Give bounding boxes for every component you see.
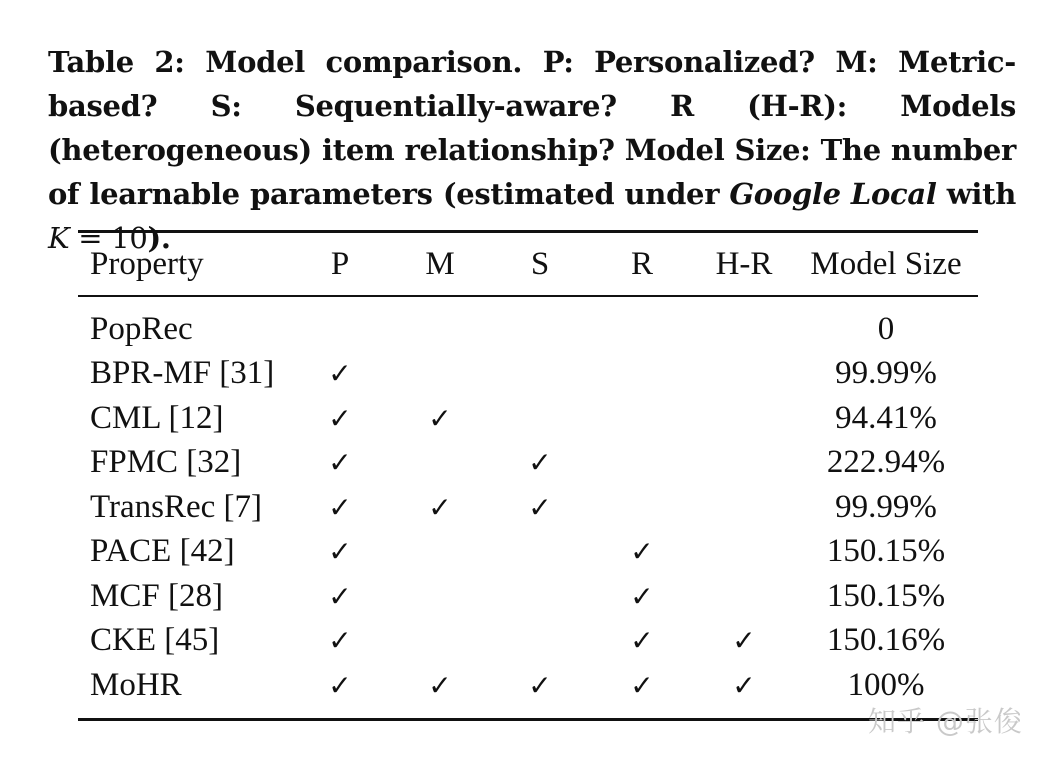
cell-r (590, 441, 694, 486)
header-m: M (425, 245, 455, 282)
cell-p: ✓ (328, 357, 352, 391)
cell-m (390, 574, 490, 619)
table-caption (48, 40, 1016, 260)
cell-m: ✓ (428, 490, 452, 524)
cell-hr: ✓ (732, 624, 756, 658)
cell-r (590, 485, 694, 530)
cell-p: ✓ (328, 579, 352, 613)
model-name: BPR-MF [31] (90, 355, 275, 392)
model-name: MoHR (90, 666, 182, 703)
cell-hr (694, 352, 794, 397)
cell-m (390, 441, 490, 486)
caption-dataset-name: Google Local (729, 177, 937, 211)
model-name: TransRec [7] (90, 488, 263, 525)
cell-s: ✓ (528, 668, 552, 702)
model-name: CML [12] (90, 399, 224, 436)
cell-hr (694, 396, 794, 441)
cell-p: ✓ (328, 401, 352, 435)
header-r: R (630, 245, 653, 282)
cell-r (590, 352, 694, 397)
cell-p (290, 296, 390, 352)
cell-s (490, 296, 590, 352)
cell-r (590, 396, 694, 441)
cell-model-size: 222.94% (826, 444, 946, 481)
header-row (78, 232, 978, 297)
cell-hr: ✓ (732, 668, 756, 702)
cell-model-size: 150.16% (826, 622, 946, 659)
model-name: CKE [45] (90, 622, 220, 659)
caption-text: Table 2: Model comparison. P: Personalized? M: Metric-based? S: Sequentially-aware? R (H-R): Models (heterogeneous) item relationship? Model Size: The number of learnable parameters (estimated under (48, 45, 1016, 211)
table-row (78, 619, 978, 664)
table-row (78, 396, 978, 441)
table-row (78, 530, 978, 575)
cell-p: ✓ (328, 668, 352, 702)
model-name: MCF [28] (90, 577, 223, 614)
cell-r: ✓ (630, 668, 654, 702)
cell-s: ✓ (528, 490, 552, 524)
model-name: FPMC [32] (90, 444, 242, 481)
header-hr: H-R (715, 245, 773, 282)
cell-r: ✓ (630, 535, 654, 569)
cell-hr (694, 530, 794, 575)
cell-s (490, 619, 590, 664)
cell-hr (694, 296, 794, 352)
cell-m (390, 296, 490, 352)
cell-r: ✓ (630, 624, 654, 658)
table-header (78, 232, 978, 297)
cell-p: ✓ (328, 535, 352, 569)
cell-model-size: 94.41% (835, 399, 937, 436)
cell-p: ✓ (328, 624, 352, 658)
comparison-table-container (78, 230, 978, 721)
header-p: P (330, 245, 350, 282)
cell-model-size: 0 (877, 310, 895, 347)
cell-s (490, 396, 590, 441)
cell-r (590, 296, 694, 352)
cell-s (490, 574, 590, 619)
header-s: S (530, 245, 550, 282)
cell-r: ✓ (630, 579, 654, 613)
header-property: Property (90, 245, 204, 282)
cell-model-size: 99.99% (835, 355, 937, 392)
table-row (78, 296, 978, 352)
watermark: 知乎 @张俊 (868, 705, 1023, 738)
cell-m (390, 352, 490, 397)
table-row (78, 352, 978, 397)
cell-m: ✓ (428, 401, 452, 435)
cell-hr (694, 441, 794, 486)
cell-m: ✓ (428, 668, 452, 702)
model-comparison-table (78, 230, 978, 721)
caption-math-rest: = 10 (69, 221, 148, 255)
cell-p: ✓ (328, 446, 352, 480)
cell-model-size: 100% (847, 666, 925, 703)
cell-p: ✓ (328, 490, 352, 524)
cell-model-size: 99.99% (835, 488, 937, 525)
cell-model-size: 150.15% (826, 577, 946, 614)
cell-hr (694, 485, 794, 530)
caption-math-var: K (48, 221, 70, 255)
caption-text-with: with (936, 177, 1016, 211)
cell-s: ✓ (528, 446, 552, 480)
cell-m (390, 619, 490, 664)
header-model-size: Model Size (810, 245, 962, 282)
cell-s (490, 352, 590, 397)
table-row (78, 441, 978, 486)
cell-model-size: 150.15% (826, 533, 946, 570)
model-name: PopRec (90, 310, 193, 347)
cell-m (390, 530, 490, 575)
table-row (78, 574, 978, 619)
model-name: PACE [42] (90, 533, 235, 570)
caption-end: ). (147, 221, 171, 255)
cell-s (490, 530, 590, 575)
table-row (78, 663, 978, 719)
table-body (78, 296, 978, 719)
table-row (78, 485, 978, 530)
cell-hr (694, 574, 794, 619)
